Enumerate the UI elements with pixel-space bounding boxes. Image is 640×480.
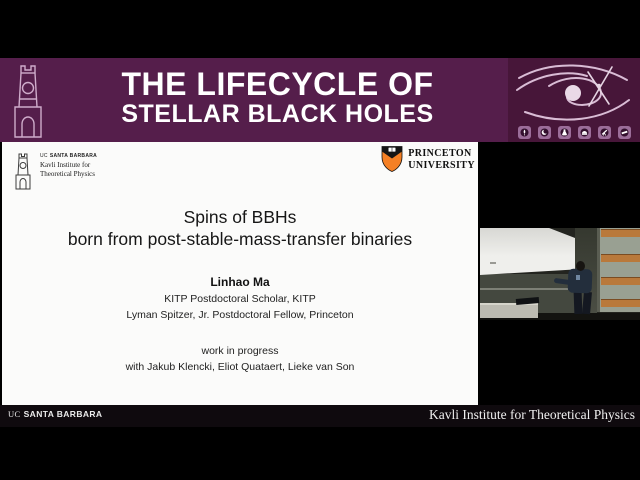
- speaker-camera-view: [480, 228, 640, 320]
- speaker-affiliation-1: KITP Postdoctoral Scholar, KITP: [164, 293, 316, 305]
- satellite-icon: [618, 126, 631, 139]
- stream-header-banner: [0, 58, 640, 142]
- lecture-table: [480, 303, 538, 318]
- speaker-affiliation-2: Lyman Spitzer, Jr. Postdoctoral Fellow, Princeton: [126, 309, 354, 321]
- wood-slat: [601, 277, 640, 285]
- footer-campus-label: SANTA BARBARA: [23, 409, 103, 419]
- rocket-icon: [518, 126, 531, 139]
- inspiral-art-panel: [508, 58, 640, 142]
- wood-slat: [601, 299, 640, 307]
- projected-content-mark: [490, 262, 496, 264]
- moon-icon: [538, 126, 551, 139]
- kitp-logo: [12, 151, 97, 191]
- speaker-figure: [576, 261, 585, 271]
- kitp-logo-text: [40, 151, 97, 191]
- princeton-logo-text: [408, 145, 475, 172]
- collaborators-line: with Jakub Klencki, Eliot Quataert, Lieke van Son: [125, 361, 355, 373]
- wood-slat: [601, 229, 640, 237]
- wood-slat: [601, 254, 640, 262]
- science-icon-row: [518, 126, 631, 139]
- storke-tower-icon: [8, 61, 48, 139]
- princeton-line1: PRINCETON: [408, 148, 472, 159]
- princeton-shield-icon: [380, 145, 404, 173]
- princeton-line2: UNIVERSITY: [408, 160, 475, 171]
- ucsb-wordmark: [8, 409, 102, 419]
- presentation-slide: [2, 142, 478, 405]
- telescope-icon: [598, 126, 611, 139]
- princeton-logo: [380, 145, 475, 173]
- observatory-dome-icon: [578, 126, 591, 139]
- binary-inspiral-icon: [515, 60, 633, 122]
- speaker-figure: [576, 275, 580, 280]
- kitp-institute-line1: Kavli Institute for: [40, 161, 91, 169]
- kitp-footer-label: Kavli Institute for Theoretical Physics: [429, 407, 635, 422]
- kitp-tower-icon: [12, 151, 34, 191]
- flask-icon: [558, 126, 571, 139]
- footer-bar: [0, 405, 640, 427]
- kitp-campus-label: SANTA BARBARA: [49, 153, 98, 159]
- stream-title: [55, 67, 500, 128]
- projection-screen: [480, 228, 576, 275]
- stream-title-line2: STELLAR BLACK HOLES: [121, 100, 434, 128]
- speaker-figure: [568, 269, 593, 294]
- footer-uc-label: UC: [8, 409, 21, 419]
- slide-title-line1: Spins of BBHs: [183, 207, 297, 227]
- work-status-note: work in progress: [201, 345, 279, 357]
- chalk-tray: [480, 288, 568, 290]
- stream-title-line1: THE LIFECYCLE OF: [121, 66, 434, 102]
- speaker-figure: [574, 292, 583, 314]
- kitp-uc-label: UC: [40, 153, 48, 159]
- wall-seam: [597, 228, 600, 312]
- speaker-name: Linhao Ma: [210, 275, 270, 289]
- slide-title: [2, 206, 478, 250]
- kitp-institute-line2: Theoretical Physics: [40, 170, 96, 178]
- slide-title-line2: born from post-stable-mass-transfer binaries: [67, 229, 413, 249]
